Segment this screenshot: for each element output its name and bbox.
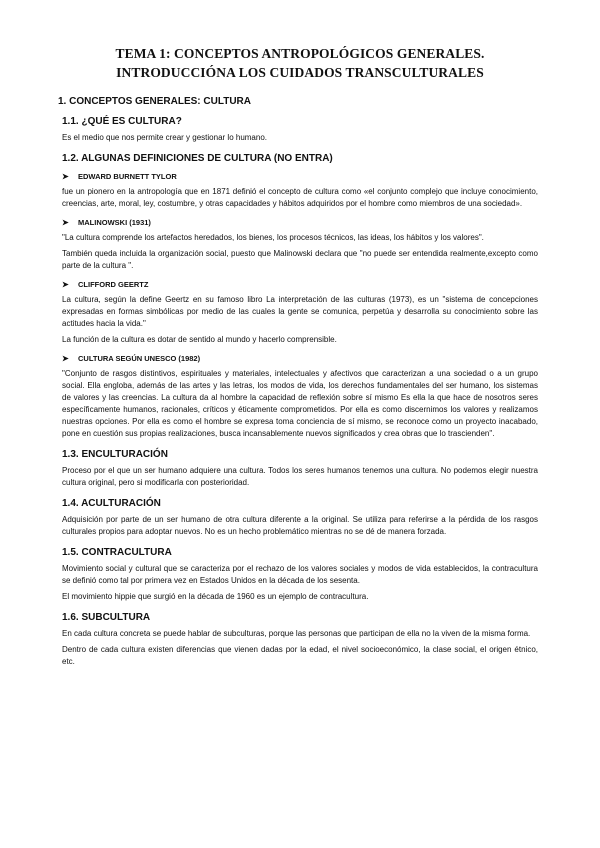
definition-author: MALINOWSKI (1931) <box>78 218 151 227</box>
paragraph: También queda incluida la organización social, puesto que Malinowski declara que "no puede ser entendida realmente,excepto como parte de la cultura ". <box>62 249 538 270</box>
definition-heading-malinowski <box>62 218 538 227</box>
paragraph: Proceso por el que un ser humano adquiere una cultura. Todos los seres humanos tenemos una cultura. No podemos elegir nuestra cultura original, pero si modificarla con posterioridad. <box>62 466 538 487</box>
definition-heading-geertz <box>62 280 538 289</box>
arrowhead-bullet-icon: ➤ <box>62 172 69 181</box>
paragraph: La cultura, según la define Geertz en su famoso libro La interpretación de las culturas (1973), es un "sistema de concepciones expresadas en formas simbólicas por medio de las cuales la gente se comunica, perpetúa y desarrolla su conocimiento sobre las actitudes hacia la vida." <box>62 295 538 328</box>
paragraph: Movimiento social y cultural que se caracteriza por el rechazo de los valores sociales y modos de vida establecidos, la contracultura se definió como tal por primera vez en Estados Unidos en la década de los sesenta. <box>62 564 538 585</box>
arrowhead-bullet-icon: ➤ <box>62 280 69 289</box>
subsection-heading-1-6: 1.6. SUBCULTURA <box>62 612 151 623</box>
arrowhead-bullet-icon: ➤ <box>62 218 69 227</box>
definition-author: CLIFFORD GEERTZ <box>78 280 149 289</box>
subsection-heading-1-3: 1.3. ENCULTURACIÓN <box>62 449 168 460</box>
title-line-2: INTRODUCCIÓNA LOS CUIDADOS TRANSCULTURALES <box>116 65 484 80</box>
document-title <box>62 44 538 82</box>
paragraph: Dentro de cada cultura existen diferencias que vienen dadas por la edad, el nivel socioeconómico, la clase social, el origen étnico, etc. <box>62 645 538 666</box>
definition-heading-unesco <box>62 354 538 363</box>
subsection-heading-1-1: 1.1. ¿QUÉ ES CULTURA? <box>62 116 182 127</box>
title-line-1: TEMA 1: CONCEPTOS ANTROPOLÓGICOS GENERALES. <box>115 46 485 61</box>
section-heading: 1. CONCEPTOS GENERALES: CULTURA <box>58 96 251 107</box>
subsection-heading-1-4: 1.4. ACULTURACIÓN <box>62 498 161 509</box>
paragraph: "La cultura comprende los artefactos heredados, los bienes, los procesos técnicos, las ideas, los hábitos y los valores". <box>62 233 484 242</box>
subsection-heading-1-2: 1.2. ALGUNAS DEFINICIONES DE CULTURA (NO ENTRA) <box>62 153 333 164</box>
paragraph: Adquisición por parte de un ser humano de otra cultura diferente a la original. Se utiliza para referirse a la pérdida de los rasgos culturales propios para adoptar nuevos. No es un hecho problemático mientras no se dé de manera forzada. <box>62 515 538 536</box>
definition-heading-tylor <box>62 172 538 181</box>
definition-author: EDWARD BURNETT TYLOR <box>78 172 177 181</box>
paragraph: El movimiento hippie que surgió en la década de 1960 es un ejemplo de contracultura. <box>62 592 369 601</box>
subsection-heading-1-5: 1.5. CONTRACULTURA <box>62 547 172 558</box>
definition-author: CULTURA SEGÚN UNESCO (1982) <box>78 354 201 363</box>
paragraph: "Conjunto de rasgos distintivos, espirituales y materiales, intelectuales y afectivos que caracterizan a una sociedad o a un grupo social. Ella engloba, además de las artes y las letras, los modos de vida, los derechos fundamentales del ser humano, los sistemas de valores y las creencias. La cultura da al hombre la capacidad de reflexión sobre sí mismo Es ella la que hace de nosotros seres específicamente humanos, racionales, críticos y éticamente comprometidos. Por ella es como discernimos los valores y realizamos nuestras opciones. Por ella es como el hombre se expresa toma conciencia de sí mismo, se reconoce como un proyecto inacabado, pone en cuestión sus propias realizaciones, busca incansablemente nuevos significados y crea obras que lo trascienden". <box>62 369 538 438</box>
paragraph: En cada cultura concreta se puede hablar de subculturas, porque las personas que participan de ella no la viven de la misma forma. <box>62 629 531 638</box>
paragraph: Es el medio que nos permite crear y gestionar lo humano. <box>62 133 267 142</box>
paragraph: La función de la cultura es dotar de sentido al mundo y hacerlo comprensible. <box>62 335 337 344</box>
arrowhead-bullet-icon: ➤ <box>62 354 69 363</box>
paragraph: fue un pionero en la antropología que en 1871 definió el concepto de cultura como «el conjunto complejo que incluye conocimiento, creencias, arte, moral, ley, costumbre, y otras capacidades y hábitos adquiridos por el hombre como miembros de una sociedad». <box>62 187 538 208</box>
